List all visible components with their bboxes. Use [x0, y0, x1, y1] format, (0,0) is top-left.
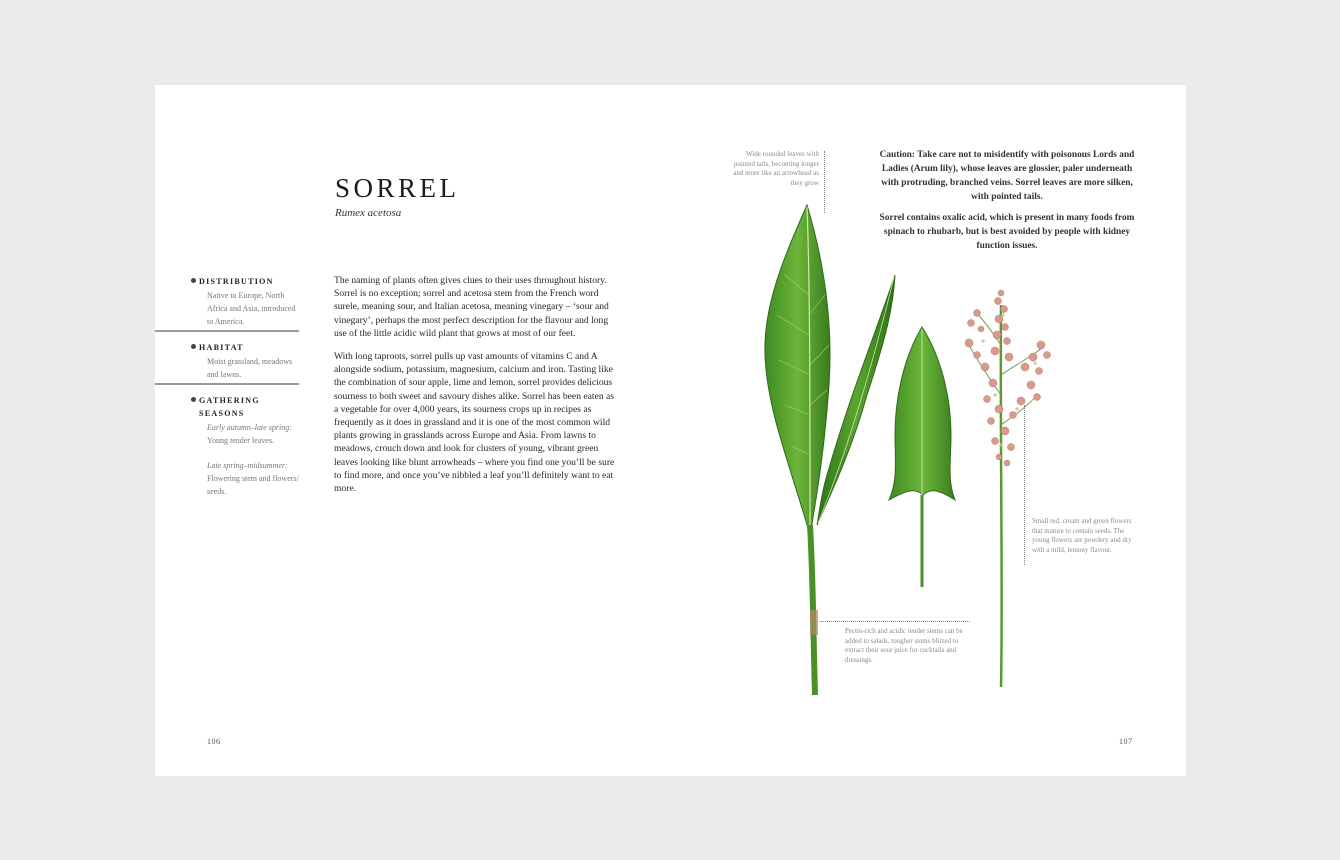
body-paragraph: The naming of plants often gives clues to their uses throughout history. Sorrel is no exception; sorrel and acetosa stem from the French word surele, meaning sour, and Italian acetosa, meaning vinegary – ‘sour and vinegary’, perhaps the most perfect description for the flavour and long use of the little acidic wild plant that grows at most of our feet.	[334, 275, 609, 339]
leaf-bullet-icon	[191, 344, 196, 349]
season-text: Young tender leaves.	[207, 436, 274, 445]
body-text	[334, 274, 620, 505]
body-paragraph: With long taproots, sorrel pulls up vast amounts of vitamins C and A alongside sodium, potassium, magnesium, calcium and iron. Tasting like the combination of sour apple, lime and lemon, sorrel provides delicious sourness to both sweet and savoury dishes alike. Sorrel has been eaten as a vegetable for over 4,000 years, its sourness crops up in recipes as frequently as it does in grassland and it is one of the most common wild plants growing in grasslands across Europe and Asia. From lawns to meadows, crouch down and look for clusters of young, vibrant green leaves looking like blunt arrowheads – where you find one you’ll be sure to find more, and once you’ve nibbled a leaf you’ll definitely want to eat more.	[334, 351, 615, 495]
annotation-leaves: Wide rounded leaves with pointed tails, becoming longer and more like an arrowhead as they grow	[733, 150, 819, 187]
sidebar-text-habitat: Moist grassland, meadows and lawns.	[207, 357, 293, 379]
sidebar-heading-gathering: GATHERING SEASONS	[199, 394, 260, 420]
page-title: SORREL	[335, 173, 460, 203]
narrow-leaf-icon	[817, 275, 895, 525]
sidebar-heading-habitat: HABITAT	[199, 341, 244, 354]
page-number-left: 106	[207, 737, 221, 746]
season-label: Early autumn–late spring:	[207, 423, 292, 432]
sidebar-text-distribution: Native to Europe, North Africa and Asia, introduced to America.	[207, 291, 296, 326]
sidebar-divider	[155, 330, 299, 332]
page-number-right: 107	[1119, 737, 1133, 746]
oxalic-acid-note: Sorrel contains oxalic acid, which is present in many foods from spinach to rhubarb, but is best avoided by people with kidney function issues.	[879, 213, 1135, 251]
sorrel-illustration	[755, 195, 1075, 700]
latin-name: Rumex acetosa	[335, 207, 402, 219]
flower-spike-icon	[965, 290, 1051, 687]
sidebar-heading-distribution: DISTRIBUTION	[199, 275, 274, 288]
season-label: Late spring–midsummer:	[207, 461, 288, 470]
leaf-bullet-icon	[191, 278, 196, 283]
leaf-bullet-icon	[191, 397, 196, 402]
sidebar-divider	[155, 383, 299, 385]
caution-text: Caution: Take care not to misidentify with poisonous Lords and Ladies (Arum lily), whose leaves are glossier, paler underneath with protruding, branched veins. Sorrel leaves are more silken, with pointed tails.	[879, 150, 1135, 202]
season-text: Flowering stem and flowers/ seeds.	[207, 474, 299, 496]
sidebar-text-gathering	[207, 421, 299, 498]
annotation-flowers: Small red, cream and green flowers that mature to contain seeds. The young flowers are powdery and dry with a mild, lemony flavour.	[1032, 517, 1132, 554]
annotation-stems: Pectin-rich and acidic tender stems can be added to salads, tougher stems blitzed to extract their sour juice for cocktails and dressings.	[845, 627, 963, 664]
large-leaf-icon	[765, 205, 830, 535]
book-spread	[155, 85, 1186, 776]
arrowhead-leaf-icon	[889, 327, 955, 500]
